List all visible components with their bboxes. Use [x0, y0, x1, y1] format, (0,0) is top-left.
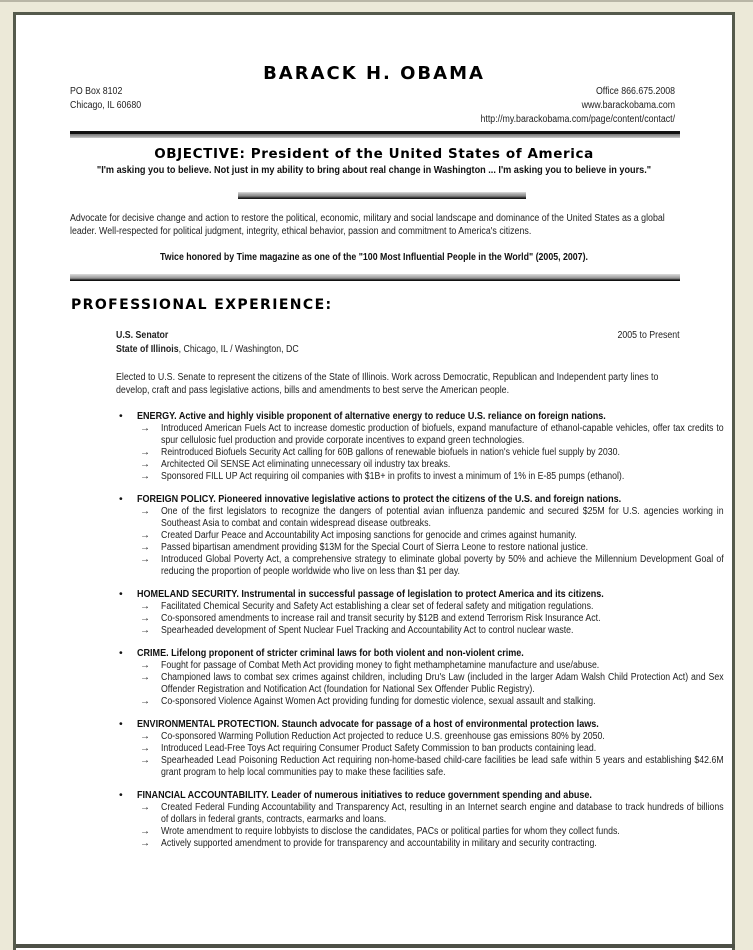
arrow-right-icon: →: [140, 542, 150, 553]
job-organization: State of Illinois: [116, 344, 179, 355]
page-bottom-edge: [16, 944, 735, 948]
contact-info: [480, 85, 675, 127]
arrow-right-icon: →: [140, 672, 150, 683]
job-description: Elected to U.S. Senate to represent the citizens of the State of Illinois. Work across Democratic, Republican and Independent party lines to develop, craft and pass legislative actions, bills and amendments to best serve the American people.: [116, 372, 659, 396]
accomplishment-text: Co-sponsored amendments to increase rail and transit security by $12B and extend Terrorism Risk Insurance Act.: [161, 613, 601, 624]
job-location: , Chicago, IL / Washington, DC: [178, 344, 299, 355]
accomplishment-text: Architected Oil SENSE Act eliminating unnecessary oil industry tax breaks.: [161, 459, 451, 470]
arrow-right-icon: →: [140, 743, 150, 754]
accomplishment-item: [117, 471, 687, 483]
accomplishment-text: Fought for passage of Combat Meth Act providing money to fight methamphetamine manufacture and use/abuse.: [161, 660, 600, 671]
accomplishment-text: Actively supported amendment to provide for transparency and accountability in military and security contracting.: [161, 838, 597, 849]
bullet-icon: •: [119, 493, 123, 505]
job-header: [116, 329, 680, 357]
accomplishment-text: Wrote amendment to require lobbyists to disclose the candidates, PACs or political parties for whom they collect funds.: [161, 826, 620, 837]
bullet-icon: •: [119, 718, 123, 730]
arrow-right-icon: →: [140, 530, 150, 541]
category-heading-text: CRIME. Lifelong proponent of stricter criminal laws for both violent and non-violent crime.: [137, 647, 524, 659]
arrow-right-icon: →: [140, 613, 150, 624]
category-heading: [117, 718, 687, 731]
accomplishment-item: [117, 696, 687, 708]
accomplishment-text: Reintroduced Biofuels Security Act calling for 60B gallons of renewable biofuels in nation's vehicle fuel supply by 2030.: [161, 447, 620, 458]
category-heading: [117, 493, 687, 506]
candidate-name: BARACK H. OBAMA: [263, 63, 485, 84]
arrow-right-icon: →: [140, 601, 150, 612]
accomplishment-category: [117, 718, 724, 779]
accomplishment-category: [117, 789, 724, 850]
resume-page: [13, 12, 735, 950]
job-dates: 2005 to Present: [617, 330, 680, 341]
accomplishment-categories: [117, 410, 724, 860]
accomplishment-text: Created Darfur Peace and Accountability Act imposing sanctions for genocide and crimes against humanity.: [161, 530, 577, 541]
window-top-edge: [0, 0, 753, 2]
accomplishment-item: [117, 459, 687, 471]
accomplishment-item: [117, 613, 687, 625]
section-title-experience: PROFESSIONAL EXPERIENCE:: [71, 297, 333, 313]
arrow-right-icon: →: [140, 696, 150, 707]
arrow-right-icon: →: [140, 660, 150, 671]
category-heading-text: ENERGY. Active and highly visible proponent of alternative energy to reduce U.S. reliance on foreign nations.: [137, 410, 606, 422]
objective-summary: Advocate for decisive change and action to restore the political, economic, military and social landscape and dominance of the United States as a global leader. Well-respected for political judgment, integrity, ethical behavior, passion and commitment to America's citizens.: [70, 213, 665, 237]
arrow-right-icon: →: [140, 554, 150, 565]
office-phone: Office 866.675.2008: [595, 86, 675, 97]
arrow-right-icon: →: [140, 625, 150, 636]
accomplishment-item: [117, 423, 724, 447]
arrow-right-icon: →: [140, 802, 150, 813]
accomplishment-item: [117, 826, 687, 838]
address-line: Chicago, IL 60680: [70, 100, 142, 111]
accomplishment-category: [117, 410, 724, 483]
website-link[interactable]: www.barackobama.com: [581, 100, 675, 111]
objective-quote: "I'm asking you to believe. Not just in my ability to bring about real change in Washington ... I'm asking you to believe in yours.": [96, 164, 652, 176]
arrow-right-icon: →: [140, 506, 150, 517]
accomplishment-category: [117, 493, 724, 578]
accomplishment-text: Championed laws to combat sex crimes against children, including Dru's Law (included in the larger Adam Walsh Child Protection Act) and Sex Offender Registration and Notification Act (foundation for National Sex Offender Public Registry).: [161, 672, 724, 695]
category-heading: [117, 789, 687, 802]
accomplishment-text: Co-sponsored Violence Against Women Act providing funding for domestic violence, sexual assault and stalking.: [161, 696, 596, 707]
accomplishment-text: Passed bipartisan amendment providing $13M for the Special Court of Sierra Leone to restore national justice.: [161, 542, 589, 553]
job-position: U.S. Senator: [116, 330, 169, 341]
accomplishment-text: Introduced American Fuels Act to increase domestic production of biofuels, expand manufacture of ethanol-capable vehicles, offer tax credits to spur cellulosic fuel production and provide corporate incentives to expand green technologies.: [161, 423, 724, 446]
arrow-right-icon: →: [140, 423, 150, 434]
accomplishment-item: [117, 601, 687, 613]
category-heading-text: FINANCIAL ACCOUNTABILITY. Leader of numerous initiatives to reduce government spending and abuse.: [137, 789, 592, 801]
accomplishment-item: [117, 802, 724, 826]
arrow-right-icon: →: [140, 838, 150, 849]
category-heading-text: HOMELAND SECURITY. Instrumental in successful passage of legislation to protect America and its citizens.: [137, 588, 604, 600]
accomplishment-item: [117, 625, 687, 637]
category-heading: [117, 588, 687, 601]
honor-statement: Twice honored by Time magazine as one of the "100 Most Influential People in the World" (2005, 2007).: [160, 252, 588, 263]
accomplishment-item: [117, 506, 724, 530]
arrow-right-icon: →: [140, 731, 150, 742]
accomplishment-item: [117, 731, 687, 743]
category-heading-text: FOREIGN POLICY. Pioneered innovative legislative actions to protect the citizens of the U.S. and foreign nations.: [137, 493, 622, 505]
accomplishment-item: [117, 530, 687, 542]
accomplishment-text: One of the first legislators to recognize the dangers of potential avian influenza pandemic and secured $25M for U.S. agencies working in Southeast Asia to combat and contain widespread disease outbreaks.: [161, 506, 724, 529]
accomplishment-item: [117, 755, 724, 779]
bullet-icon: •: [119, 647, 123, 659]
address-line: PO Box 8102: [70, 86, 123, 97]
category-heading: [117, 410, 687, 423]
objective-heading: OBJECTIVE: President of the United States of America: [154, 146, 594, 162]
accomplishment-item: [117, 838, 687, 850]
category-heading: [117, 647, 687, 660]
divider-bottom: [70, 274, 680, 281]
arrow-right-icon: →: [140, 471, 150, 482]
arrow-right-icon: →: [140, 459, 150, 470]
arrow-right-icon: →: [140, 447, 150, 458]
accomplishment-category: [117, 647, 724, 708]
accomplishment-item: [117, 447, 687, 459]
accomplishment-text: Spearheaded development of Spent Nuclear Fuel Tracking and Accountability Act to control nuclear waste.: [161, 625, 574, 636]
bullet-icon: •: [119, 410, 123, 422]
accomplishment-text: Introduced Global Poverty Act, a comprehensive strategy to eliminate global poverty by 50% and achieve the Millennium Development Goal of reducing the proportion of people worldwide who live on less than $1 per day.: [161, 554, 724, 577]
mailing-address: [70, 85, 141, 113]
accomplishment-item: [117, 743, 687, 755]
accomplishment-text: Co-sponsored Warming Pollution Reduction Act projected to reduce U.S. greenhouse gas emissions 80% by 2050.: [161, 731, 605, 742]
arrow-right-icon: →: [140, 826, 150, 837]
category-heading-text: ENVIRONMENTAL PROTECTION. Staunch advocate for passage of a host of environmental protection laws.: [137, 718, 599, 730]
accomplishment-text: Sponsored FILL UP Act requiring oil companies with $1B+ in profits to invest a minimum of 1% in E-85 pumps (ethanol).: [161, 471, 625, 482]
arrow-right-icon: →: [140, 755, 150, 766]
accomplishment-category: [117, 588, 687, 637]
divider-top: [70, 131, 680, 138]
bullet-icon: •: [119, 789, 123, 801]
job-org-line: [116, 343, 299, 357]
bullet-icon: •: [119, 588, 123, 600]
accomplishment-item: [117, 542, 687, 554]
accomplishment-text: Created Federal Funding Accountability and Transparency Act, resulting in an Internet search engine and database to track hundreds of billions of dollars in federal grants, contracts, earmarks and loans.: [161, 802, 724, 825]
accomplishment-text: Facilitated Chemical Security and Safety Act establishing a clear set of federal safety and mitigation regulations.: [161, 601, 594, 612]
contact-page-link[interactable]: http://my.barackobama.com/page/content/contact/: [480, 114, 675, 125]
divider-short: [238, 192, 526, 199]
accomplishment-text: Spearheaded Lead Poisoning Reduction Act requiring non-home-based child-care facilities be lead safe within 5 years and establishing $42.6M grant program to help local communities pay to make these facilities safe.: [161, 755, 724, 778]
accomplishment-item: [117, 660, 687, 672]
accomplishment-item: [117, 672, 724, 696]
accomplishment-item: [117, 554, 724, 578]
accomplishment-text: Introduced Lead-Free Toys Act requiring Consumer Product Safety Commission to ban products containing lead.: [161, 743, 597, 754]
